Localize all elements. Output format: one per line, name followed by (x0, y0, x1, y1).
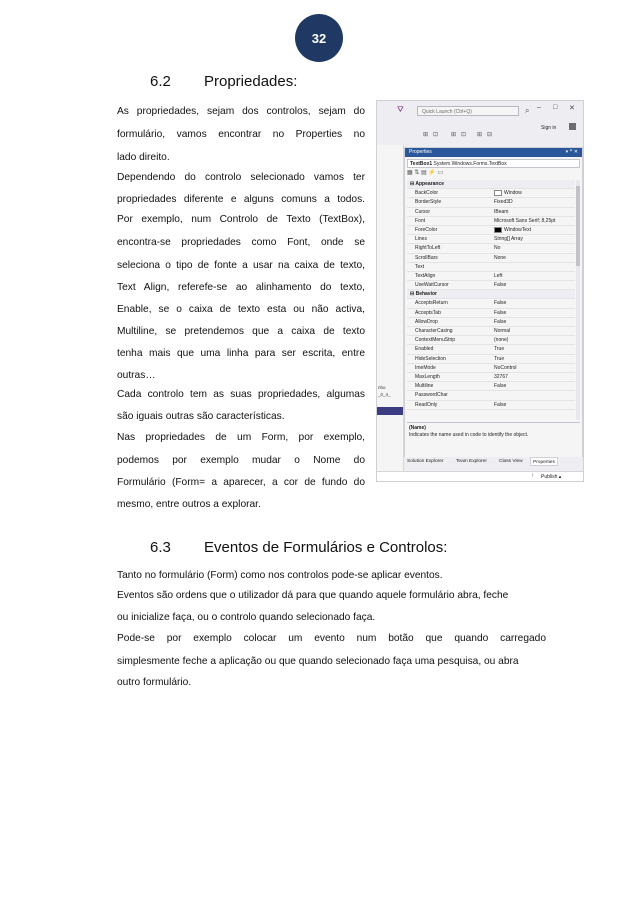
property-value-text: Fixed3D (494, 199, 513, 206)
property-name: AcceptsTab (415, 309, 441, 316)
body-line: Formulário (Form= a aparecer, a cor de fundo do (117, 477, 365, 488)
minimize-icon[interactable]: – (537, 104, 541, 111)
property-value-text: 32767 (494, 373, 508, 380)
property-value[interactable] (494, 235, 574, 243)
body-line: Multiline, se pretendemos que a caixa de texto (117, 326, 365, 337)
body-line: Nas propriedades de um Form, por exemplo, (117, 432, 365, 443)
scrollbar-thumb[interactable] (576, 186, 580, 266)
tab-properties[interactable]: Properties (530, 457, 558, 466)
tab-solution-explorer[interactable]: Solution Explorer (407, 459, 444, 464)
section-6-2-heading (150, 73, 297, 90)
category-name: ⊟ Behavior (410, 291, 437, 298)
property-name: HideSelection (415, 355, 446, 362)
property-row[interactable] (407, 272, 575, 281)
toolbar-icon[interactable]: ⊟ (487, 132, 493, 138)
property-value[interactable] (494, 382, 574, 390)
property-value[interactable] (494, 299, 574, 307)
property-name: BorderStyle (415, 199, 442, 206)
property-row[interactable] (407, 391, 575, 400)
property-name: AcceptsReturn (415, 300, 448, 307)
properties-panel (404, 147, 583, 461)
property-value-text: False (494, 282, 507, 289)
description-title: (Name) (409, 425, 426, 431)
vs-title-area (377, 101, 583, 145)
property-row[interactable] (407, 208, 575, 217)
property-value-text: Microsoft Sans Serif; 8,25pt (494, 217, 556, 224)
property-row[interactable] (407, 198, 575, 207)
property-value[interactable] (494, 336, 574, 344)
property-value-text: No (494, 245, 501, 252)
property-value-text: WindowText (504, 226, 531, 233)
body-line: tenha mais que uma linha para ser escrita, entre (117, 348, 365, 359)
property-pages-icon[interactable]: ▭ (437, 170, 444, 176)
property-value-text: None (494, 254, 506, 261)
user-icon[interactable] (569, 123, 576, 130)
property-row[interactable] (407, 263, 575, 272)
property-row[interactable] (407, 281, 575, 290)
toolbar-icon[interactable]: ⊞ (423, 132, 429, 138)
maximize-icon[interactable]: □ (553, 104, 558, 111)
body-line: Pode-se por exemplo colocar um evento num botão que quando carregado (117, 633, 546, 644)
property-value-text: False (494, 401, 507, 408)
property-row[interactable] (407, 235, 575, 244)
property-value[interactable] (494, 345, 574, 353)
toolbar-icon[interactable]: ⊞ (451, 132, 457, 138)
property-value[interactable] (494, 189, 574, 197)
body-line: mesmo, entre outros a explorar. (117, 499, 261, 510)
body-line: formulário, vamos encontrar no Properties no (117, 129, 365, 140)
object-type: System.Windows.Forms.TextBox (433, 161, 507, 167)
property-grid (407, 180, 575, 410)
properties-panel-title: Properties (409, 149, 432, 155)
vs-left-panel (377, 145, 404, 482)
quick-launch-input[interactable]: Quick Launch (Ctrl+Q) (417, 106, 519, 116)
property-value-text: False (494, 318, 507, 325)
body-line: Por exemplo, num Controlo de Texto (TextBox), (117, 214, 365, 225)
property-row[interactable] (407, 345, 575, 354)
publish-button[interactable]: Publish ▴ (541, 474, 562, 480)
property-value[interactable] (494, 373, 574, 381)
property-value[interactable] (494, 401, 574, 409)
search-icon: ⌕ (525, 106, 530, 115)
body-line: seleciona o tipo de fonte a usar na caixa de texto, (117, 260, 365, 271)
property-name: AllowDrop (415, 318, 438, 325)
body-line: Enable, se o caixa de texto esta ou não activa, (117, 304, 365, 315)
body-line: Text Align, referefe-se ao alinhamento do texto, (117, 282, 365, 293)
property-name: Text (415, 263, 425, 270)
property-value[interactable] (494, 364, 574, 372)
body-line: encontra-se propriedades como Font, onde se (117, 237, 365, 248)
property-grid-scrollbar[interactable] (576, 180, 580, 420)
body-line: podemos por exemplo mudar o Nome do (117, 455, 365, 466)
property-row[interactable] (407, 336, 575, 345)
property-name: Font (415, 217, 426, 224)
property-name: ScrollBars (415, 254, 438, 261)
properties-window-screenshot (376, 100, 584, 482)
body-line: Tanto no formulário (Form) como nos controlos pode-se aplicar eventos. (117, 570, 443, 581)
color-swatch (494, 190, 502, 196)
property-row[interactable] (407, 244, 575, 253)
property-value[interactable] (494, 327, 574, 335)
property-row[interactable] (407, 254, 575, 263)
description-text: Indicates the name used in code to identify the object. (409, 432, 529, 438)
property-name: Enabled (415, 346, 434, 353)
vs-filter-icon: ⛛ (397, 105, 404, 114)
toolbar-icon[interactable]: ⊡ (461, 132, 467, 138)
property-value-text: True (494, 355, 505, 362)
property-name: BackColor (415, 190, 439, 197)
vs-left-panel-header (377, 407, 403, 415)
property-value[interactable] (494, 318, 574, 326)
body-line: As propriedades, sejam dos controlos, sejam do (117, 106, 365, 117)
property-value-text: String[] Array (494, 236, 523, 243)
property-name: MaxLength (415, 373, 440, 380)
section-number: 6.2 (150, 73, 171, 90)
section-title: Eventos de Formulários e Controlos: (204, 539, 448, 556)
property-value[interactable] (494, 217, 574, 225)
property-value-text: False (494, 300, 507, 307)
description-pane (407, 422, 580, 459)
category-name: ⊟ Appearance (410, 181, 445, 187)
property-name: UseWaitCursor (415, 282, 449, 289)
categorized-icon[interactable]: ▦ (407, 170, 413, 176)
property-value-text: Left (494, 272, 503, 279)
property-row[interactable] (407, 327, 575, 336)
property-row[interactable] (407, 226, 575, 235)
property-value-text: (none) (494, 337, 509, 344)
body-line: Dependendo do controlo selecionado vamos ter (117, 172, 365, 183)
vs-left-text: _0_4_ (378, 392, 391, 397)
property-row[interactable] (407, 382, 575, 391)
property-name: Cursor (415, 208, 431, 215)
property-value-text: Window (504, 190, 522, 197)
body-line: ou inicialize faça, ou o controlo quando selecionado faça. (117, 612, 376, 623)
property-row[interactable] (407, 299, 575, 308)
status-bar (377, 471, 583, 482)
object-name: TextBox1 (410, 161, 433, 167)
section-6-3-heading (150, 539, 447, 556)
body-line: outro formulário. (117, 677, 192, 688)
page-number-badge (295, 14, 343, 62)
property-name: Multiline (415, 383, 434, 390)
property-name: ReadOnly (415, 401, 438, 408)
panel-tabs (404, 457, 583, 466)
property-row[interactable] (407, 309, 575, 318)
alphabetical-icon[interactable]: ⇅ (414, 170, 420, 176)
property-value[interactable] (494, 309, 574, 317)
property-value[interactable] (494, 355, 574, 363)
property-row[interactable] (407, 401, 575, 410)
publish-icon: ↑ (531, 473, 534, 479)
property-value-text: False (494, 309, 507, 316)
events-icon[interactable]: ⚡ (428, 170, 436, 176)
sign-in-link[interactable]: Sign in (541, 125, 557, 131)
close-icon[interactable]: ✕ (569, 105, 575, 112)
property-name: PasswordChar (415, 392, 448, 399)
body-line: Eventos são ordens que o utilizador dá para que quando aquele formulário abra, feche (117, 590, 509, 601)
property-row[interactable] (407, 373, 575, 382)
section-title: Propriedades: (204, 73, 298, 90)
tab-class-view[interactable]: Class View (499, 459, 523, 464)
property-row[interactable] (407, 189, 575, 198)
body-line: outras… (117, 370, 156, 381)
property-value-text: False (494, 383, 507, 390)
vs-left-text: nho (378, 385, 386, 390)
property-name: TextAlign (415, 272, 436, 279)
body-line: propriedades diferente e alguns comuns a todos. (117, 194, 365, 205)
body-line: Cada controlo tem as suas propriedades, algumas (117, 389, 365, 400)
page-number: 32 (311, 30, 327, 46)
property-name: CharacterCasing (415, 328, 453, 334)
property-name: RightToLeft (415, 245, 441, 252)
property-value-text: NoControl (494, 364, 517, 371)
property-value[interactable] (494, 208, 574, 216)
property-value[interactable] (494, 226, 574, 234)
property-value[interactable] (494, 272, 574, 280)
property-name: ContextMenuStrip (415, 337, 456, 344)
color-swatch (494, 227, 502, 233)
property-name: Lines (415, 236, 427, 243)
property-value-text: True (494, 346, 505, 353)
body-line: são iguais outras são características. (117, 411, 285, 422)
object-selector[interactable] (407, 159, 580, 168)
toolbar-icon[interactable]: ⊡ (433, 132, 439, 138)
property-row[interactable] (407, 355, 575, 364)
property-value[interactable] (494, 198, 574, 206)
panel-controls-icon[interactable]: ▾ ꟸ ✕ (565, 149, 578, 155)
tab-team-explorer[interactable]: Team Explorer (456, 459, 487, 464)
properties-icon[interactable]: ▤ (421, 170, 427, 176)
property-row[interactable] (407, 217, 575, 226)
property-name: ImeMode (415, 364, 436, 371)
body-line: simplesmente feche a aplicação ou que quando selecionado faça uma pesquisa, ou abra (117, 656, 519, 667)
property-row[interactable] (407, 318, 575, 327)
property-value[interactable] (494, 244, 574, 252)
properties-toolbar (407, 169, 580, 178)
property-name: ForeColor (415, 226, 438, 233)
property-row[interactable] (407, 364, 575, 373)
property-value[interactable] (494, 281, 574, 289)
body-line: lado direito. (117, 152, 170, 163)
property-category[interactable] (407, 180, 575, 189)
property-value-text: Normal (494, 328, 511, 334)
properties-panel-titlebar (405, 148, 582, 157)
section-number: 6.3 (150, 539, 171, 556)
property-category[interactable] (407, 290, 575, 299)
property-value[interactable] (494, 254, 574, 262)
property-value-text: IBeam (494, 208, 509, 215)
toolbar-icon[interactable]: ⊞ (477, 132, 483, 138)
